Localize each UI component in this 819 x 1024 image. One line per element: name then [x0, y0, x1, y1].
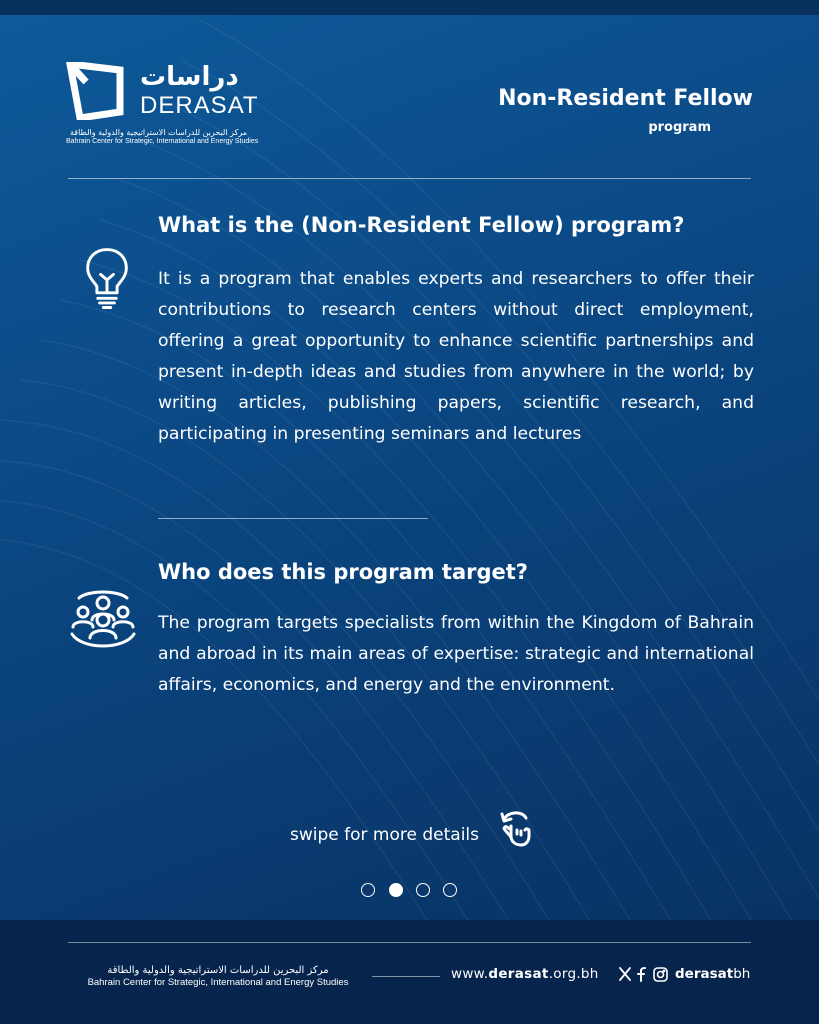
- section-body-what: It is a program that enables experts and researchers to offer their contributions to research centers without direct employment, offering a great opportunity to enhance scientific partnerships and present in-depth ideas and studies from anywhere in the world; by writing articles, publishing papers, scientific research, and participating in presenting seminars and lectures: [158, 269, 754, 444]
- footer-website-link[interactable]: [451, 966, 599, 982]
- page-title: Non-Resident Fellow: [498, 86, 753, 111]
- handle-suffix: bh: [733, 966, 751, 982]
- footer-org-arabic: مركز البحرين للدراسات الاستراتيجية والدولية والطاقة: [107, 965, 329, 976]
- instagram-icon[interactable]: [654, 968, 667, 981]
- pagination-dot[interactable]: [361, 883, 375, 897]
- derasat-logo: [66, 58, 259, 148]
- pagination-dot-active[interactable]: [389, 883, 403, 897]
- social-icons: [618, 966, 670, 982]
- logo-subtitle-english: Bahrain Center for Strategic, International and Energy Studies: [66, 138, 259, 145]
- section-divider: [158, 518, 428, 519]
- facebook-icon[interactable]: [638, 968, 645, 981]
- section-title-who: Who does this program target?: [158, 560, 528, 584]
- pagination-dot[interactable]: [416, 883, 430, 897]
- section-body-who: The program targets specialists from within the Kingdom of Bahrain and abroad in its main areas of expertise: strategic and international affairs, economics, and energy and the environment.: [158, 613, 754, 695]
- lightbulb-icon: [84, 246, 130, 312]
- logo-name: DERASAT: [140, 92, 259, 119]
- page-subtitle: program: [648, 120, 711, 135]
- logo-arabic-name: دراسات: [140, 62, 239, 92]
- website-bold: derasat: [488, 966, 549, 982]
- pagination-dot[interactable]: [443, 883, 457, 897]
- header-divider: [68, 178, 751, 179]
- pagination-dots: [360, 883, 460, 901]
- logo-subtitle-arabic: مركز البحرين للدراسات الاستراتيجية والدولية والطاقة: [69, 128, 248, 137]
- swipe-label: swipe for more details: [290, 825, 479, 845]
- footer-rule: [372, 976, 440, 977]
- section-title-what: What is the (Non-Resident Fellow) program?: [158, 213, 685, 237]
- people-group-icon: [68, 590, 138, 656]
- footer: [0, 920, 819, 1024]
- x-icon[interactable]: [620, 968, 630, 980]
- handle-bold: derasat: [675, 966, 734, 982]
- footer-org-english: Bahrain Center for Strategic, International and Energy Studies: [87, 977, 349, 988]
- footer-social-handle[interactable]: [675, 966, 750, 982]
- website-prefix: www.: [451, 966, 489, 982]
- website-suffix: .org.bh: [548, 966, 599, 982]
- swipe-hand-icon: [498, 808, 532, 848]
- derasat-logo-mark-icon: [66, 62, 124, 120]
- footer-divider: [68, 942, 751, 943]
